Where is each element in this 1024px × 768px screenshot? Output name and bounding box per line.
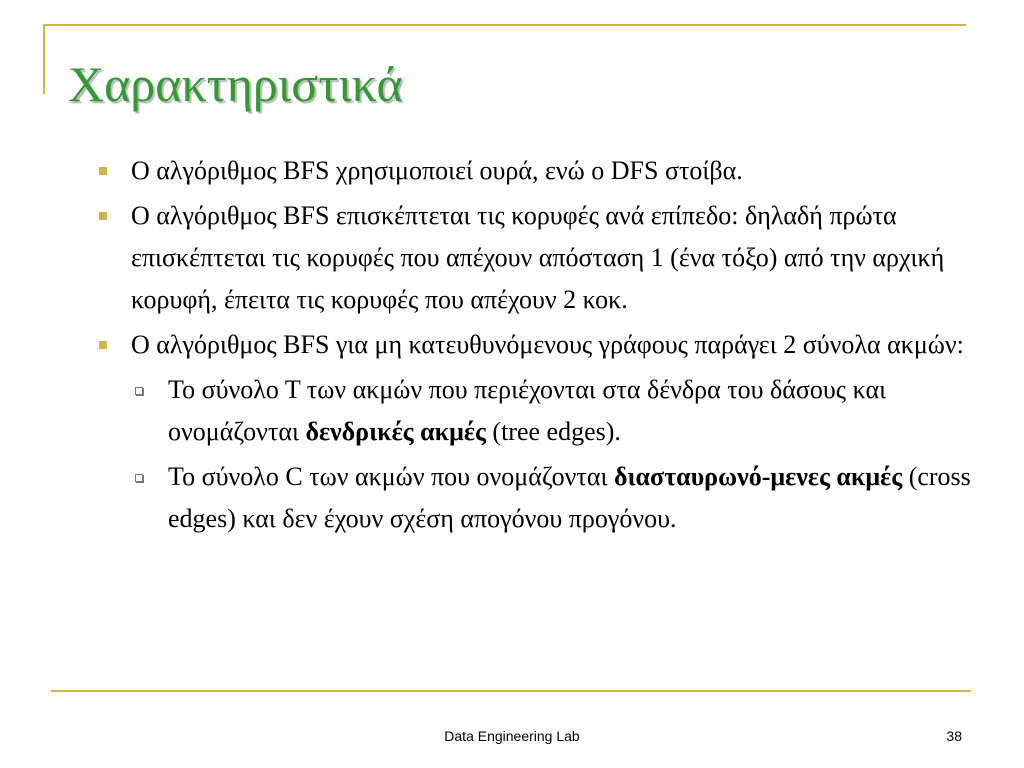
bullet-item	[95, 324, 990, 366]
footer-divider	[51, 690, 971, 692]
sub-bullet-item	[131, 456, 990, 540]
bullet-item	[95, 150, 990, 192]
slide-title: Χαρακτηριστικά	[68, 56, 403, 112]
bullet-text: Ο αλγόριθμος BFS για μη κατευθυνόμενους γράφους παράγει 2 σύνολα ακμών:	[131, 330, 964, 359]
square-bullet-icon	[99, 167, 107, 175]
sub-bullet-text-before: Το σύνολο C των ακμών που ονομάζονται	[168, 462, 614, 491]
square-bullet-icon	[99, 341, 107, 349]
bullet-text: Ο αλγόριθμος BFS χρησιμοποιεί ουρά, ενώ ο DFS στοίβα.	[131, 156, 743, 185]
square-bullet-icon	[99, 212, 107, 220]
sub-bullet-bold-term: διασταυρωνό-μενες ακμές	[613, 462, 903, 491]
top-frame-line	[43, 24, 966, 26]
page-number: 38	[946, 728, 962, 744]
sub-bullet-item	[131, 369, 990, 453]
footer-lab-name: Data Engineering Lab	[444, 728, 580, 744]
sub-bullet-text-after: (cross edges) και δεν έχουν σχέση απογόνου προγόνου.	[168, 462, 971, 533]
slide-content	[95, 150, 990, 543]
sub-bullet-text-after: (tree edges).	[485, 417, 621, 446]
hollow-square-bullet-icon	[135, 387, 143, 395]
sub-bullet-text-before: Το σύνολο Τ των ακμών που περιέχονται στα δένδρα του δάσους και ονομάζονται	[168, 375, 887, 446]
bullet-item	[95, 195, 990, 321]
left-frame-line	[43, 24, 45, 94]
bullet-text: Ο αλγόριθμος BFS επισκέπτεται τις κορυφές ανά επίπεδο: δηλαδή πρώτα επισκέπτεται τις κορυφές που απέχουν απόσταση 1 (ένα τόξο) από την αρχική κορυφή, έπειτα τις κορυφές που απέχουν 2 κοκ.	[131, 201, 945, 314]
sub-bullet-bold-term: δενδρικές ακμές	[305, 417, 486, 446]
hollow-square-bullet-icon	[135, 474, 143, 482]
